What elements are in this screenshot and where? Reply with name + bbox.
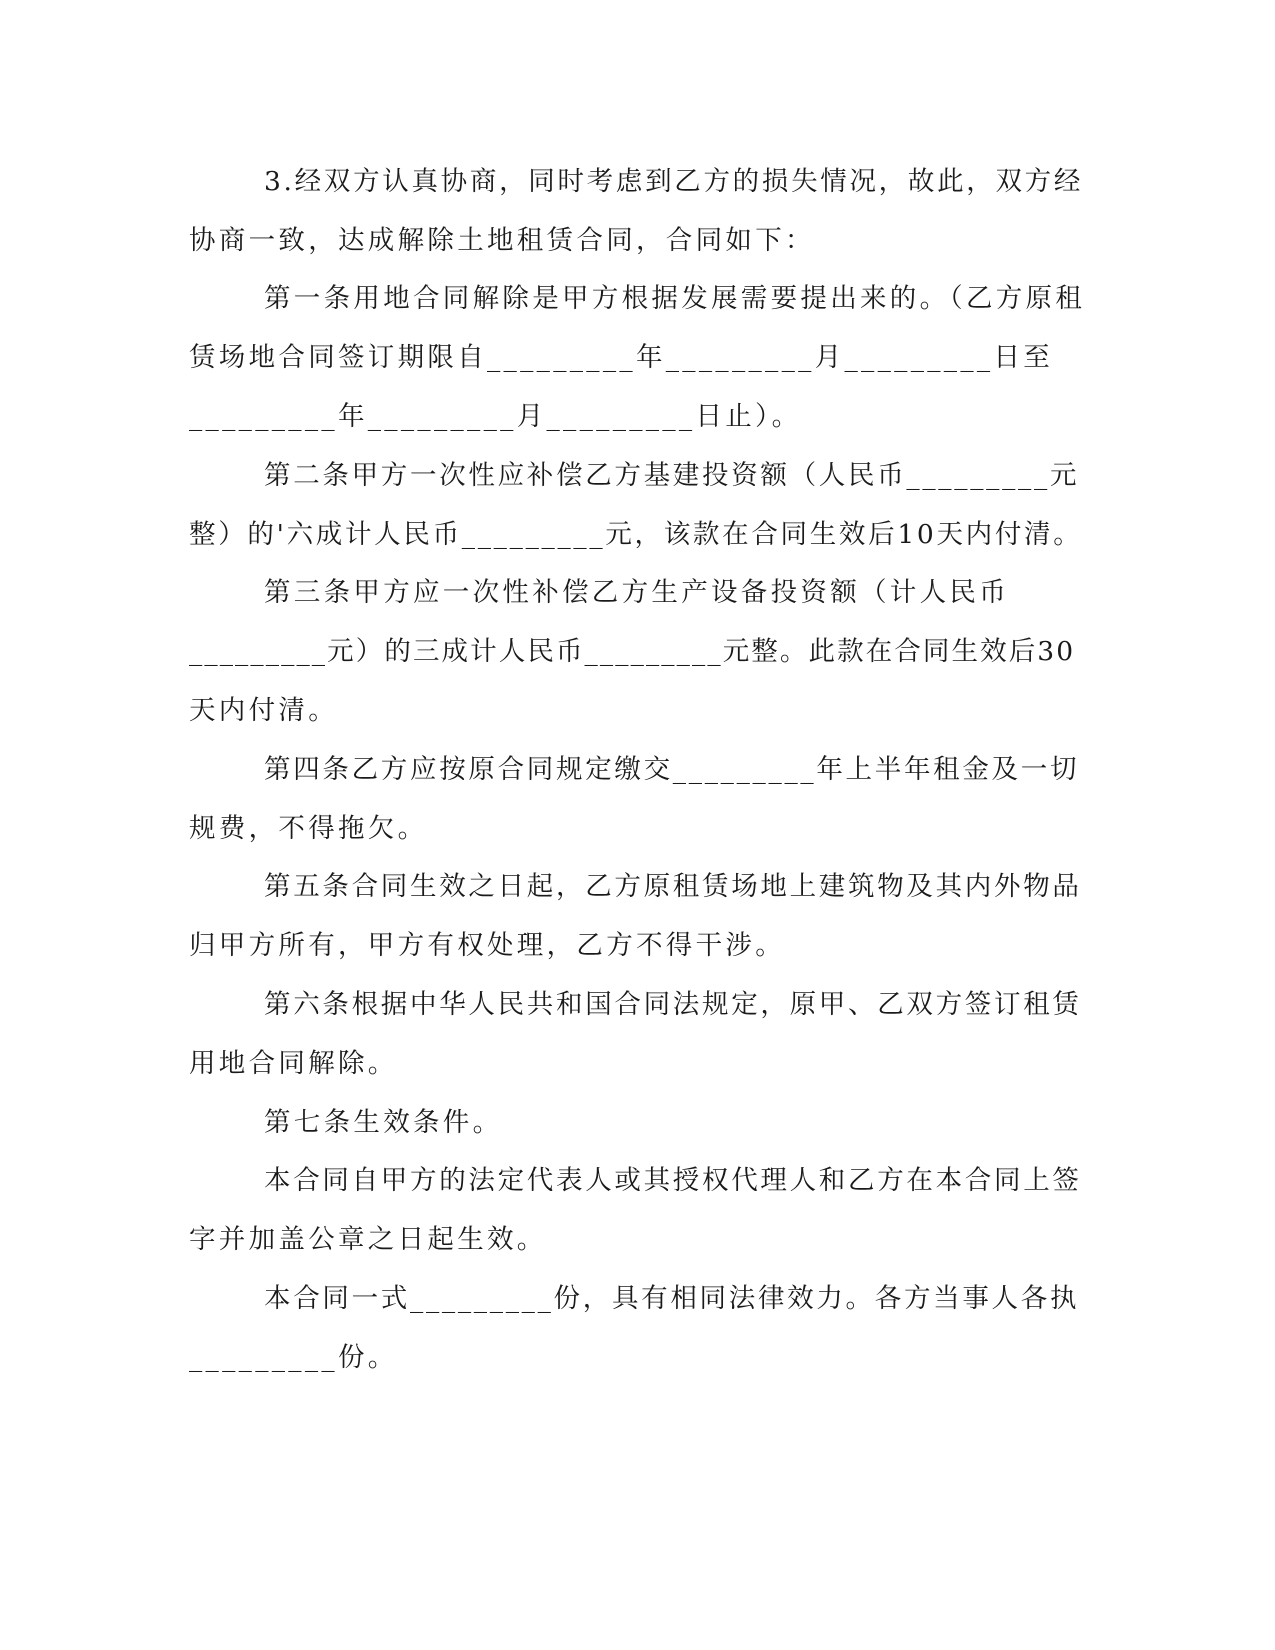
article-1-line-1: 第一条用地合同解除是甲方根据发展需要提出来的。（乙方原租 bbox=[264, 283, 1086, 314]
article-6-line-2: 用地合同解除。 bbox=[189, 1048, 398, 1079]
article-1-line-3: _________年_________月_________日止）。 bbox=[189, 401, 802, 432]
effect-line-2: 字并加盖公章之日起生效。 bbox=[189, 1224, 547, 1255]
article-3-line-3: 天内付清。 bbox=[189, 695, 338, 726]
effect-line-1: 本合同自甲方的法定代表人或其授权代理人和乙方在本合同上签 bbox=[264, 1165, 1082, 1196]
article-5-line-2: 归甲方所有，甲方有权处理，乙方不得干涉。 bbox=[189, 930, 785, 961]
article-4-line-2: 规费，不得拖欠。 bbox=[189, 813, 428, 844]
article-2-line-1: 第二条甲方一次性应补偿乙方基建投资额（人民币_________元 bbox=[264, 460, 1080, 491]
article-6-line-1: 第六条根据中华人民共和国合同法规定，原甲、乙双方签订租赁 bbox=[264, 989, 1082, 1020]
article-4-line-1: 第四条乙方应按原合同规定缴交_________年上半年租金及一切 bbox=[264, 754, 1080, 785]
article-7-heading: 第七条生效条件。 bbox=[264, 1107, 503, 1138]
article-3-line-2: _________元）的三成计人民币_________元整。此款在合同生效后30 bbox=[189, 636, 1076, 667]
article-2-line-2: 整）的'六成计人民币_________元，该款在合同生效后10天内付清。 bbox=[189, 519, 1083, 550]
article-3-line-1: 第三条甲方应一次性补偿乙方生产设备投资额（计人民币 bbox=[264, 577, 1009, 608]
article-1-line-2: 赁场地合同签订期限自_________年_________月_________日至 bbox=[189, 342, 1054, 373]
copies-line-1: 本合同一式_________份，具有相同法律效力。各方当事人各执 bbox=[264, 1283, 1080, 1314]
clause-3-line-1: 3.经双方认真协商，同时考虑到乙方的损失情况，故此，双方经 bbox=[264, 166, 1084, 197]
clause-3-line-2: 协商一致，达成解除土地租赁合同，合同如下： bbox=[189, 225, 815, 256]
copies-line-2: _________份。 bbox=[189, 1342, 398, 1373]
article-5-line-1: 第五条合同生效之日起，乙方原租赁场地上建筑物及其内外物品 bbox=[264, 871, 1082, 902]
